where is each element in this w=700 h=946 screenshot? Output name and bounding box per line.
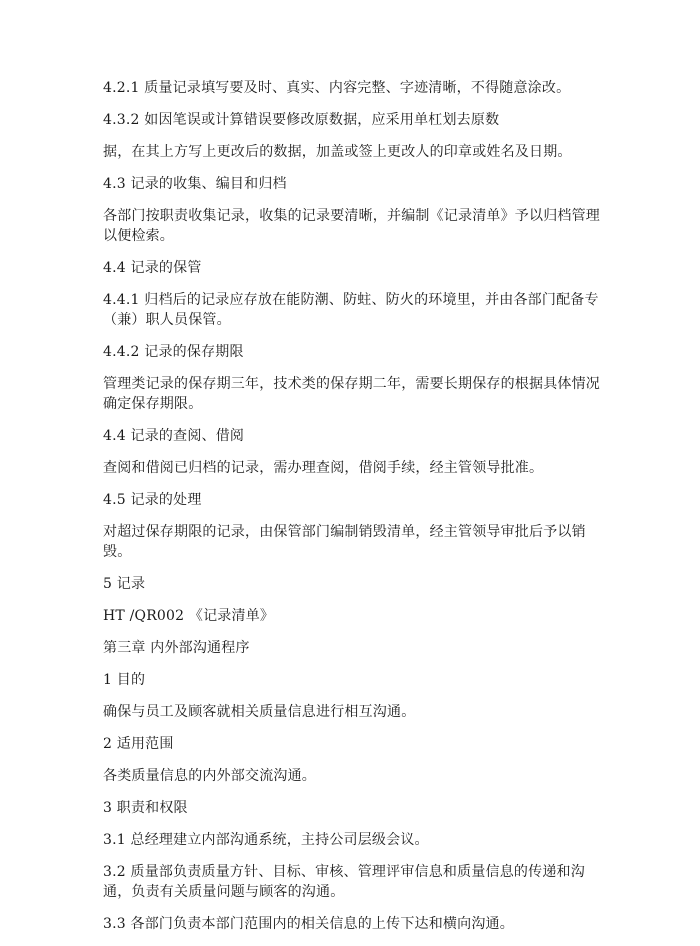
heading-4-4-lookup: 4.4 记录的查阅、借阅 [103, 428, 245, 444]
clause-4-2-1: 4.2.1 质量记录填写要及时、真实、内容完整、字迹清晰，不得随意涂改。 [103, 80, 571, 96]
heading-5: 5 记录 [103, 576, 146, 592]
heading-4-3: 4.3 记录的收集、编目和归档 [103, 176, 287, 192]
heading-4-4: 4.4 记录的保管 [103, 260, 202, 276]
heading-2: 2 适用范围 [103, 736, 174, 752]
clause-3-2: 3.2 质量部负责质量方针、目标、审核、管理评审信息和质量信息的传递和沟通，负责有关质量问题与顾客的沟通。 [103, 864, 585, 900]
heading-3: 3 职责和权限 [103, 800, 188, 816]
document-page [103, 78, 608, 946]
body-4-4-2: 管理类记录的保存期三年，技术类的保存期二年，需要长期保存的根据具体情况确定保存期限。 [103, 376, 600, 412]
chapter-title: 第三章 内外部沟通程序 [103, 640, 250, 656]
body-4-4-lookup: 查阅和借阅已归档的记录，需办理查阅，借阅手续，经主管领导批准。 [103, 460, 544, 476]
body-2: 各类质量信息的内外部交流沟通。 [103, 768, 316, 784]
clause-3-1: 3.1 总经理建立内部沟通系统，主持公司层级会议。 [103, 832, 429, 848]
body-4-5: 对超过保存期限的记录，由保管部门编制销毁清单，经主管领导审批后予以销毁。 [103, 524, 586, 560]
record-ref: HT /QR002 《记录清单》 [103, 608, 275, 624]
clause-4-4-1: 4.4.1 归档后的记录应存放在能防潮、防蛀、防火的环境里，并由各部门配备专（兼）职人员保管。 [103, 292, 599, 328]
heading-1: 1 目的 [103, 672, 146, 688]
heading-4-5: 4.5 记录的处理 [103, 492, 202, 508]
body-4-3: 各部门按职责收集记录，收集的记录要清晰，并编制《记录清单》予以归档管理以便检索。 [103, 208, 600, 244]
clause-3-3: 3.3 各部门负责本部门范围内的相关信息的上传下达和横向沟通。 [103, 916, 514, 932]
heading-4-4-2: 4.4.2 记录的保存期限 [103, 344, 244, 360]
body-1: 确保与员工及顾客就相关质量信息进行相互沟通。 [103, 704, 416, 720]
clause-4-3-2-line1: 4.3.2 如因笔误或计算错误要修改原数据，应采用单杠划去原数 [103, 112, 500, 128]
clause-4-3-2-line2: 据，在其上方写上更改后的数据，加盖或签上更改人的印章或姓名及日期。 [103, 144, 572, 160]
